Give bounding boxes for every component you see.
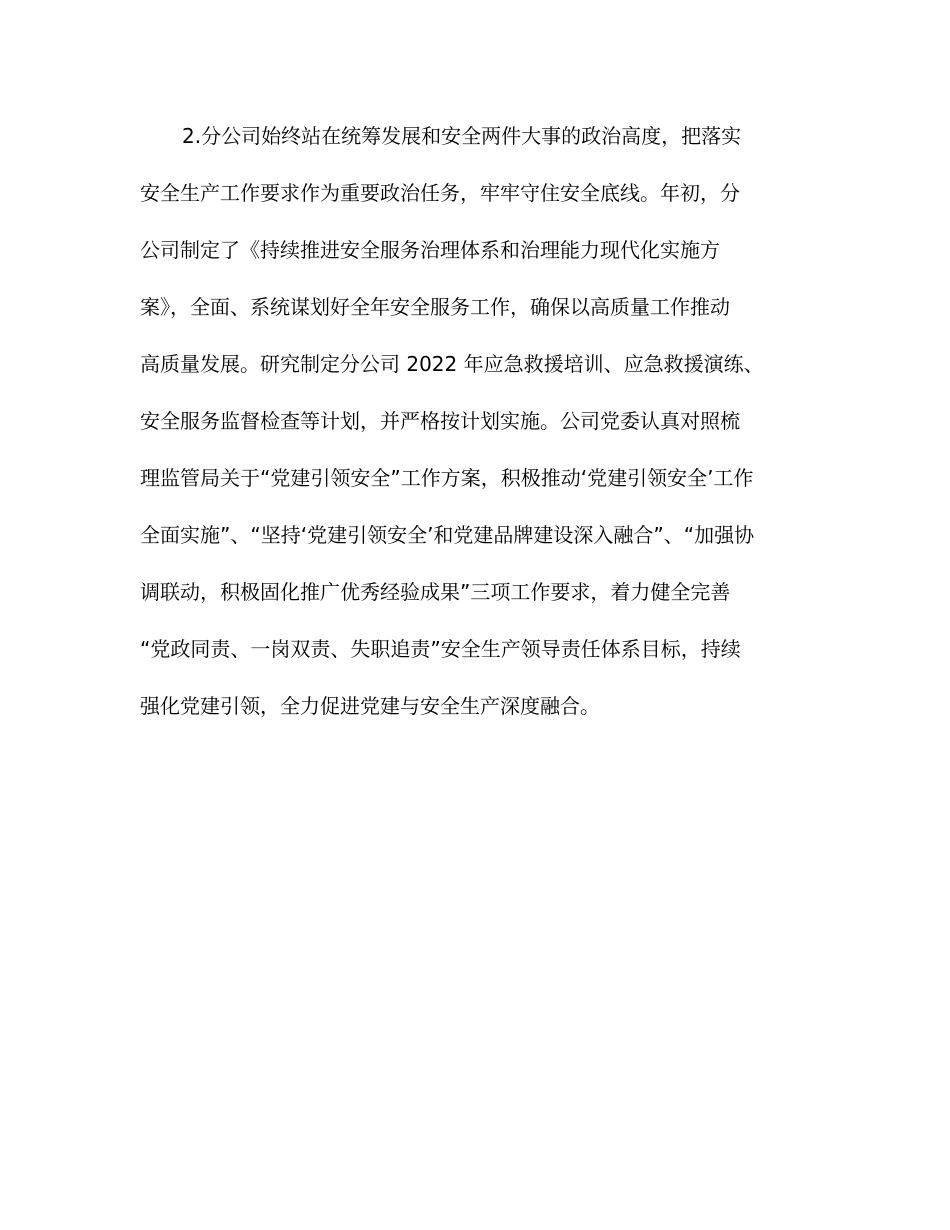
paragraph-line: 2.分公司始终站在统筹发展和安全两件大事的政治高度，把落实: [182, 124, 742, 148]
paragraph-line: 安全生产工作要求作为重要政治任务，牢牢守住安全底线。年初，分: [140, 181, 740, 205]
paragraph-line: 高质量发展。研究制定分公司 2022 年应急救援培训、应急救援演练、: [140, 352, 764, 376]
paragraph-line: 理监管局关于“党建引领安全”工作方案，积极推动‘党建引领安全’工作: [140, 466, 754, 490]
paragraph-line: 调联动，积极固化推广优秀经验成果”三项工作要求，着力健全完善: [140, 580, 731, 604]
paragraph-line: 公司制定了《持续推进安全服务治理体系和治理能力现代化实施方: [140, 238, 720, 262]
paragraph-line: “党政同责、一岗双责、失职追责”安全生产领导责任体系目标，持续: [140, 637, 741, 661]
paragraph-line: 案》，全面、系统谋划好全年安全服务工作，确保以高质量工作推动: [140, 295, 730, 319]
body-paragraph: [140, 108, 830, 735]
paragraph-line: 强化党建引领，全力促进党建与安全生产深度融合。: [140, 694, 600, 718]
paragraph-line: 安全服务监督检查等计划，并严格按计划实施。公司党委认真对照梳: [140, 409, 740, 433]
paragraph-line: 全面实施”、“坚持‘党建引领安全’和党建品牌建设深入融合”、“加强协: [140, 523, 755, 547]
